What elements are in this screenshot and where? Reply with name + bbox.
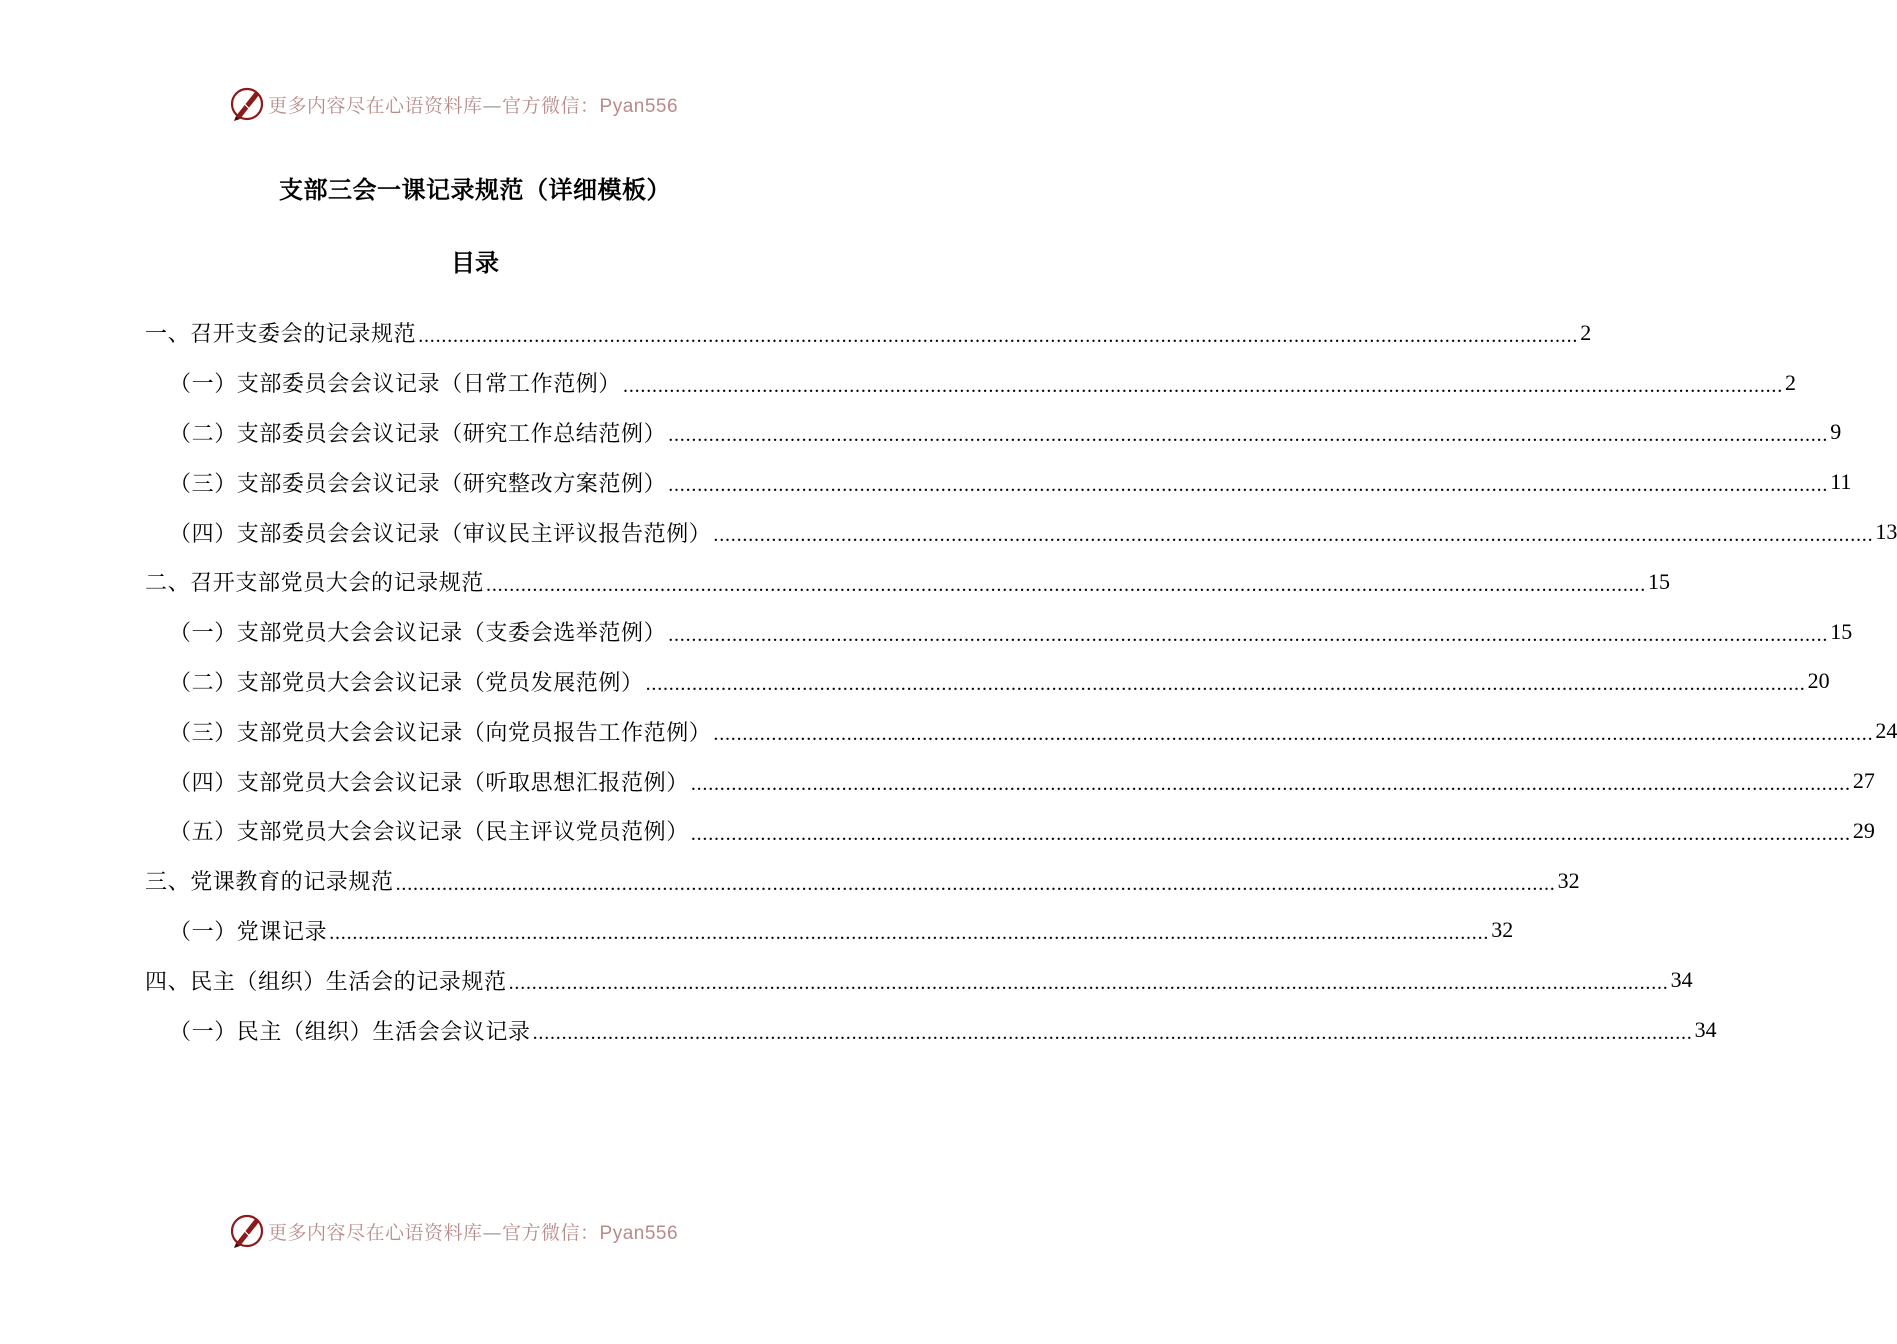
toc-entry[interactable] <box>145 1005 1717 1055</box>
toc-entry[interactable] <box>145 607 1853 657</box>
toc-page-number: 29 <box>1852 817 1875 843</box>
toc-entry-text: （一）党课记录 <box>169 919 328 945</box>
toc-page-number: 13 <box>1875 519 1897 545</box>
toc-entry[interactable] <box>145 756 1875 806</box>
pen-circle-logo-icon <box>228 1212 266 1250</box>
banner-text: 更多内容尽在心语资料库—官方微信：Pyan556 <box>268 1221 679 1244</box>
footer-banner <box>228 1211 728 1251</box>
toc-entry[interactable] <box>145 408 1842 458</box>
toc-entry-text: （五）支部党员大会会议记录（民主评议党员范例） <box>169 820 689 846</box>
wechat-id: Pyan556 <box>599 1222 679 1244</box>
toc-dot-leader: ........................................................................................................................................................................................................ <box>395 872 1556 895</box>
toc-entry-text: （一）支部党员大会会议记录（支委会选举范例） <box>169 621 667 647</box>
toc-entry-text: （一）民主（组织）生活会会议记录 <box>169 1019 531 1045</box>
toc-entry-text: 一、召开支委会的记录规范 <box>145 322 417 348</box>
toc-dot-leader: ........................................................................................................................................................................................................ <box>690 772 1851 795</box>
toc-page-number: 2 <box>1580 319 1592 345</box>
toc-entry[interactable] <box>145 358 1797 408</box>
toc-entry[interactable] <box>145 557 1671 607</box>
toc-dot-leader: ........................................................................................................................................................................................................ <box>690 822 1851 845</box>
toc-entry[interactable] <box>145 507 1897 557</box>
toc-entry[interactable] <box>145 457 1852 507</box>
toc-entry[interactable] <box>145 657 1830 707</box>
toc-page-number: 15 <box>1648 568 1671 594</box>
toc-page-number: 20 <box>1807 668 1830 694</box>
toc-dot-leader: ........................................................................................................................................................................................................ <box>713 723 1874 746</box>
toc-entry-text: （三）支部委员会会议记录（研究整改方案范例） <box>169 471 667 497</box>
toc-entry-text: （一）支部委员会会议记录（日常工作范例） <box>169 372 622 398</box>
toc-entry[interactable] <box>145 706 1897 756</box>
toc-page-number: 24 <box>1875 718 1897 744</box>
toc-dot-leader: ........................................................................................................................................................................................................ <box>668 623 1829 646</box>
toc-entry-text: 四、民主（组织）生活会的记录规范 <box>145 969 507 995</box>
toc-dot-leader: ........................................................................................................................................................................................................ <box>532 1021 1693 1044</box>
toc-dot-leader: ........................................................................................................................................................................................................ <box>329 922 1490 945</box>
table-of-contents <box>145 308 1897 1055</box>
pen-circle-logo-icon <box>228 85 266 123</box>
toc-entry-text: （二）支部党员大会会议记录（党员发展范例） <box>169 670 644 696</box>
toc-page-number: 15 <box>1830 618 1853 644</box>
toc-dot-leader: ........................................................................................................................................................................................................ <box>508 972 1669 995</box>
toc-dot-leader: ........................................................................................................................................................................................................ <box>713 523 1874 546</box>
toc-entry-text: （二）支部委员会会议记录（研究工作总结范例） <box>169 421 667 447</box>
toc-dot-leader: ........................................................................................................................................................................................................ <box>418 324 1579 347</box>
toc-dot-leader: ........................................................................................................................................................................................................ <box>668 424 1829 447</box>
header-banner <box>228 84 728 124</box>
toc-entry-text: （四）支部委员会会议记录（审议民主评议报告范例） <box>169 521 712 547</box>
toc-page-number: 2 <box>1785 369 1797 395</box>
toc-page-number: 27 <box>1852 768 1875 794</box>
toc-entry[interactable] <box>145 906 1514 956</box>
toc-dot-leader: ........................................................................................................................................................................................................ <box>486 573 1647 596</box>
document-title: 支部三会一课记录规范（详细模板） <box>279 175 671 204</box>
banner-text: 更多内容尽在心语资料库—官方微信：Pyan556 <box>268 94 679 117</box>
toc-page-number: 32 <box>1557 867 1580 893</box>
toc-entry-text: （三）支部党员大会会议记录（向党员报告工作范例） <box>169 720 712 746</box>
toc-dot-leader: ........................................................................................................................................................................................................ <box>645 673 1806 696</box>
toc-entry[interactable] <box>145 308 1592 358</box>
toc-heading: 目录 <box>451 248 499 277</box>
toc-dot-leader: ........................................................................................................................................................................................................ <box>668 474 1829 497</box>
toc-entry-text: （四）支部党员大会会议记录（听取思想汇报范例） <box>169 770 689 796</box>
toc-entry-text: 三、党课教育的记录规范 <box>145 870 394 896</box>
wechat-id: Pyan556 <box>599 95 679 117</box>
toc-entry-text: 二、召开支部党员大会的记录规范 <box>145 571 485 597</box>
toc-page-number: 11 <box>1830 469 1852 495</box>
toc-page-number: 34 <box>1670 967 1693 993</box>
toc-entry[interactable] <box>145 856 1580 906</box>
toc-entry[interactable] <box>145 806 1875 856</box>
toc-dot-leader: ........................................................................................................................................................................................................ <box>623 374 1784 397</box>
toc-entry[interactable] <box>145 955 1693 1005</box>
toc-page-number: 9 <box>1830 419 1842 445</box>
toc-page-number: 34 <box>1694 1017 1717 1043</box>
toc-page-number: 32 <box>1491 917 1514 943</box>
